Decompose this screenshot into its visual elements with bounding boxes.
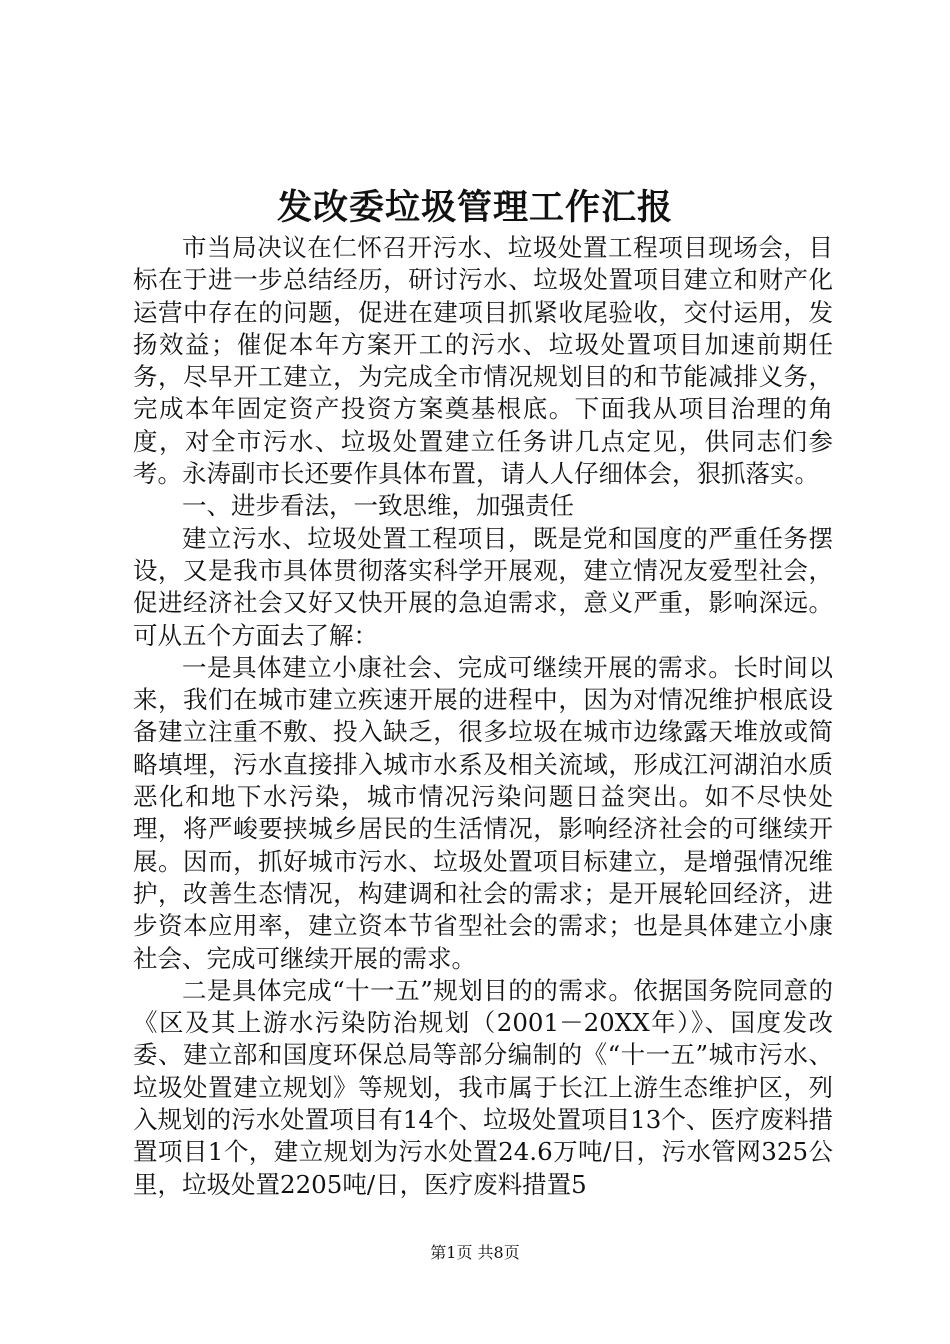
page-number: 第1页 共8页 bbox=[430, 1243, 520, 1262]
document-title: 发改委垃圾管理工作汇报 bbox=[276, 187, 673, 228]
paragraph-section-1: 建立污水、垃圾处置工程项目，既是党和国度的严重任务摆设，又是我市具体贯彻落实科学开展观，建立情况友爱型社会，促进经济社会又好又快开展的急迫需求，意义严重，影响深远。可从五个方面去了解： bbox=[133, 523, 833, 650]
section-heading-1: 一、进步看法，一致思维，加强责任 bbox=[182, 491, 574, 521]
document-body bbox=[133, 232, 833, 1201]
paragraph-point-1: 一是具体建立小康社会、完成可继续开展的需求。长时间以来，我们在城市建立疾速开展的进程中，因为对情况维护根底设备建立注重不敷、投入缺乏，很多垃圾在城市边缘露天堆放或简略填埋，污水直接排入城市水系及相关流域，形成江河湖泊水质恶化和地下水污染，城市情况污染问题日益突出。如不尽快处理，将严峻要挟城乡居民的生活情况，影响经济社会的可继续开展。因而，抓好城市污水、垃圾处置项目标建立，是增强情况维护，改善生态情况，构建调和社会的需求；是开展轮回经济，进步资本应用率，建立资本节省型社会的需求；也是具体建立小康社会、完成可继续开展的需求。 bbox=[133, 652, 833, 973]
paragraph-point-2: 二是具体完成“十一五”规划目的的需求。依据国务院同意的《区及其上游水污染防治规划（2001－20XX年）》、国度发改委、建立部和国度环保总局等部分编制的《“十一五”城市污水、垃圾处置建立规划》等规划，我市属于长江上游生态维护区，列入规划的污水处置项目有14个、垃圾处置项目13个、医疗废料措置项目1个，建立规划为污水处置24.6万吨/日，污水管网325公里，垃圾处置2205吨/日，医疗废料措置5 bbox=[133, 975, 833, 1199]
paragraph-intro: 市当局决议在仁怀召开污水、垃圾处置工程项目现场会，目标在于进一步总结经历，研讨污水、垃圾处置项目建立和财产化运营中存在的问题，促进在建项目抓紧收尾验收，交付运用，发扬效益；催促本年方案开工的污水、垃圾处置项目加速前期任务，尽早开工建立，为完成全市情况规划目的和节能减排义务，完成本年固定资产投资方案奠基根底。下面我从项目治理的角度，对全市污水、垃圾处置建立任务讲几点定见，供同志们参考。永涛副市长还要作具体布置，请人人仔细体会，狠抓落实。 bbox=[133, 233, 833, 489]
